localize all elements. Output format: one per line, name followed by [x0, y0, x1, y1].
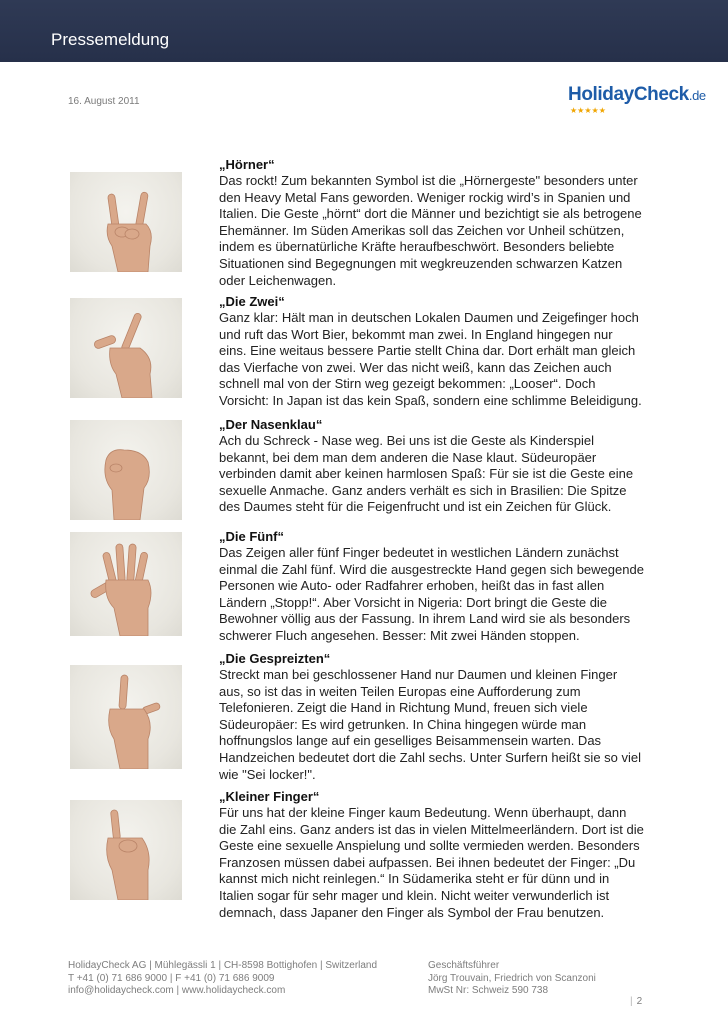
body-line: indem es übernatürliche Kräfte heraufbeschwört. Besonders beliebte — [219, 239, 615, 255]
body-line: sexuelle Anmache. Ganz anders verhält es sich in Brasilien: Die Spitze — [219, 482, 627, 498]
footer-address: HolidayCheck AG | Mühlegässli 1 | CH-8598 Bottighofen | Switzerland — [68, 960, 378, 971]
body-line: kannst mich nicht reinlegen.“ In Südamerika steht er für dünn und in — [219, 871, 610, 887]
section-title: „Kleiner Finger“ — [219, 789, 320, 804]
body-line: Für uns hat der kleine Finger kaum Bedeutung. Wenn überhaupt, dann — [219, 805, 627, 820]
section-body — [219, 667, 659, 783]
body-line: Südeuropäer: Es wird getrunken. In China hingegen würde man — [219, 716, 587, 732]
footer-vat-number: MwSt Nr: Schweiz 590 738 — [428, 985, 549, 996]
body-line: Bewohner völlig aus der Fassung. In ihrem Land wird sie als besonders — [219, 611, 631, 627]
body-line: Das rockt! Zum bekannten Symbol ist die „Hörnergeste" besonders unter — [219, 173, 638, 188]
body-line: aus, so ist das in weiten Teilen Europas eine Aufforderung zum — [219, 683, 581, 699]
body-line: Telefonieren. Zeigt die Hand in Richtung Mund, freuen sich viele — [219, 700, 588, 716]
section-body — [219, 310, 659, 410]
body-line: hoffnungslos lange auf ein geselliges Beisammensein warten. Das — [219, 733, 602, 749]
footer-company-info — [68, 960, 377, 998]
body-line: bekannt, bei dem man dem anderen die Nase klaut. Südeuropäer — [219, 449, 597, 465]
footer-management-label: Geschäftsführer — [428, 960, 500, 971]
body-line: schwerer Fluch angesehen. Besser: Mit zwei Händen stoppen. — [219, 627, 580, 643]
hand-five-photo — [70, 532, 182, 636]
page-title: Pressemeldung — [51, 30, 170, 49]
body-line: Handzeichen bedeutet dort die Zahl sechs. Unter Surfern heißt sie so viel — [219, 749, 642, 765]
logo-tld: .de — [688, 88, 706, 103]
body-line: Situationen sind Begegnungen mit wegkreuzenden schwarzen Katzen — [219, 255, 623, 271]
logo-name: HolidayCheck — [568, 84, 689, 105]
body-line: und ruft das Wort Bier, bekommt man zwei. In England hingegen nur — [219, 326, 613, 342]
section-body — [219, 805, 659, 921]
body-line: Vorsicht: In Japan ist das kein Spaß, sondern eine schlimme Beleidigung. — [219, 392, 642, 408]
footer-phone-fax: T +41 (0) 71 686 9000 | F +41 (0) 71 686 9009 — [68, 972, 275, 984]
body-line: demnach, dass Japaner den Finger als Symbol der Frau benutzen. — [219, 904, 605, 920]
section-body — [219, 545, 659, 645]
body-line: einmal die Zahl fünf. Wird die ausgestreckte Hand gegen sich bewegende — [219, 561, 644, 577]
hand-shaka-photo — [70, 665, 182, 769]
release-date: 16. August 2011 — [68, 96, 140, 107]
section-body — [219, 173, 659, 289]
body-line: wie "Sei locker!". — [219, 766, 316, 782]
body-line: Italien sogar für sehr mager und klein. Nicht weiter verwunderlich ist — [219, 887, 610, 903]
logo-stars: ★★★★★ — [570, 106, 606, 115]
hand-pinky-photo — [70, 800, 182, 900]
body-line: Personen wie Auto- oder Radfahrer erhoben, heißt das in fast allen — [219, 578, 605, 594]
hand-nasenklau-photo — [70, 420, 182, 520]
section-body — [219, 433, 659, 516]
footer-managers: Jörg Trouvain, Friedrich von Scanzoni — [428, 972, 596, 984]
body-line: schnell mal von der Stirn weg gezeigt bekommen: „Looser“. Doch — [219, 376, 596, 392]
body-line: Ach du Schreck - Nase weg. Bei uns ist die Geste als Kinderspiel — [219, 433, 595, 448]
body-line: Franzosen müssen dabei aufpassen. Bei ihnen bedeutet der Finger: „Du — [219, 854, 636, 870]
body-line: Italien. Die Geste „hörnt“ dort die Männer und bezichtigt sie als betrogene — [219, 206, 642, 222]
page-number — [630, 996, 642, 1007]
page-number-value: 2 — [636, 996, 643, 1007]
body-line: Das Zeigen aller fünf Finger bedeutet in westlichen Ländern zunächst — [219, 545, 619, 560]
body-line: Ländern „Stopp!“. Aber Vorsicht in Nigeria: Dort bringt die Geste die — [219, 594, 608, 610]
body-line: den Heavy Metal Fans geworden. Weniger rockig wird’s in Spanien und — [219, 189, 631, 205]
section-title: „Der Nasenklau“ — [219, 417, 323, 432]
body-line: verbinden damit aber keinen harmlosen Spaß: Für sie ist die Geste eine — [219, 466, 634, 482]
section-title: „Die Fünf“ — [219, 529, 284, 544]
footer-management-info — [428, 960, 596, 998]
body-line: die Zahl eins. Ganz anders ist das in vielen Mittelmeerländern. Dort ist die — [219, 821, 644, 837]
body-line: des Daumes steht für die Feigenfrucht und ist ein Zeichen für Glück. — [219, 499, 612, 515]
holidaycheck-logo — [568, 84, 706, 120]
footer-contact-links: info@holidaycheck.com | www.holidaycheck.com — [68, 985, 286, 996]
body-line: eins. Eine weitaus bessere Partie stellt China dar. Dort erhält man gleich — [219, 343, 636, 359]
hand-horns-photo — [70, 172, 182, 272]
body-line: Streckt man bei geschlossener Hand nur Daumen und kleinen Finger — [219, 667, 618, 682]
section-title: „Hörner“ — [219, 157, 275, 172]
header-bar — [0, 0, 728, 62]
section-title: „Die Zwei“ — [219, 294, 285, 309]
body-line: oder Leichenwagen. — [219, 272, 337, 288]
body-line: Ehemänner. Im Süden Amerikas soll das Zeichen vor Unheil schützen, — [219, 222, 625, 238]
page-separator: | — [630, 996, 633, 1007]
hand-two-photo — [70, 298, 182, 398]
body-line: Ganz klar: Hält man in deutschen Lokalen Daumen und Zeigefinger hoch — [219, 310, 639, 325]
body-line: das Vierfache von zwei. Wer das nicht weiß, kann das Zeichen auch — [219, 359, 612, 375]
body-line: Geste eine sexuelle Anspielung und sollte vermieden werden. Besonders — [219, 838, 640, 854]
section-title: „Die Gespreizten“ — [219, 651, 331, 666]
